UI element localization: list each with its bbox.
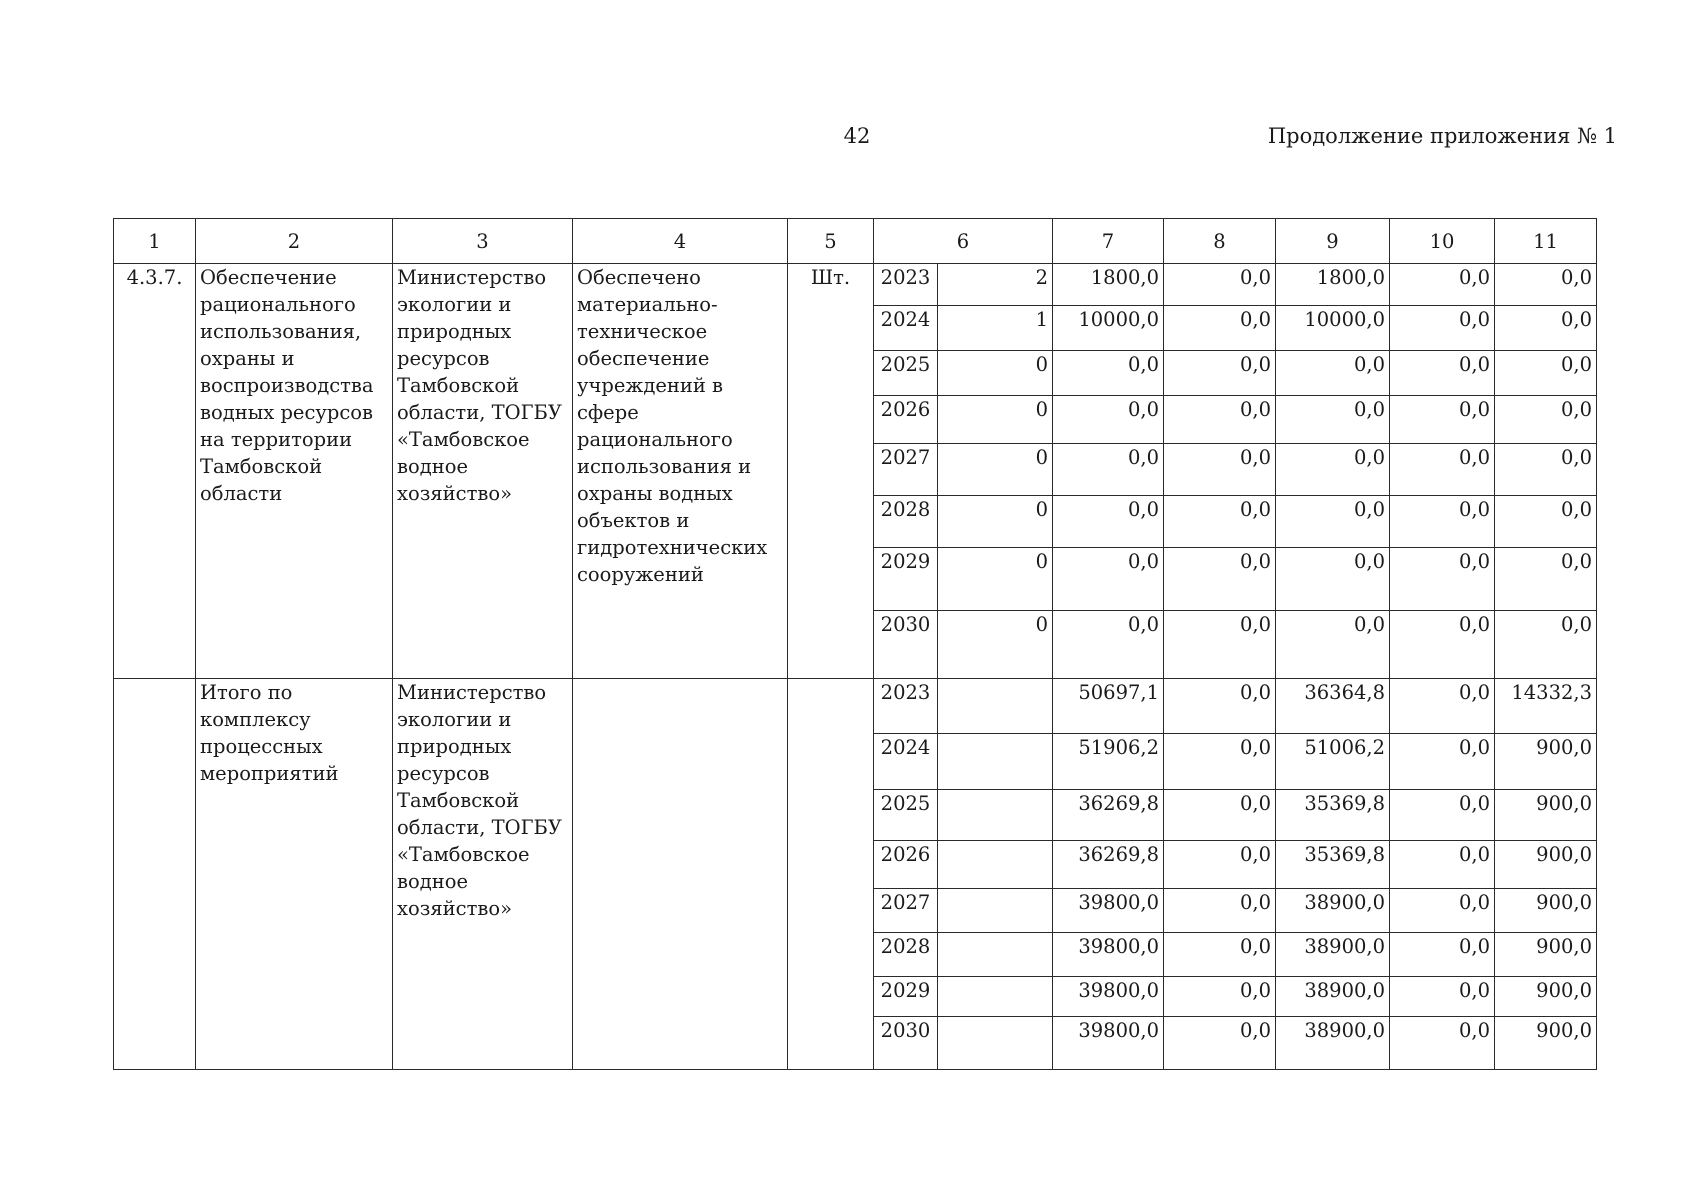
quantity-cell: 0 [938,396,1053,444]
amount-cell-c11: 900,0 [1495,1017,1597,1070]
quantity-cell [938,1017,1053,1070]
column-header: 9 [1276,219,1390,264]
quantity-cell [938,889,1053,933]
amount-cell-c9: 0,0 [1276,351,1390,396]
amount-cell-c8: 0,0 [1164,734,1276,790]
table-row [114,264,1597,306]
year-cell: 2023 [874,264,938,306]
year-cell: 2023 [874,679,938,734]
amount-cell-c7: 0,0 [1053,396,1164,444]
column-header: 8 [1164,219,1276,264]
responsible-executor: Министерство экологии и природных ресурсов Тамбовской области, ТОГБУ «Тамбовское водное хозяйство» [393,264,573,679]
amount-cell-c9: 38900,0 [1276,889,1390,933]
amount-cell-c10: 0,0 [1390,1017,1495,1070]
amount-cell-c11: 0,0 [1495,496,1597,548]
year-cell: 2029 [874,548,938,611]
amount-cell-c7: 51906,2 [1053,734,1164,790]
responsible-executor: Министерство экологии и природных ресурсов Тамбовской области, ТОГБУ «Тамбовское водное хозяйство» [393,679,573,1070]
year-cell: 2027 [874,889,938,933]
amount-cell-c8: 0,0 [1164,841,1276,889]
amount-cell-c10: 0,0 [1390,396,1495,444]
table-row [114,679,1597,734]
amount-cell-c8: 0,0 [1164,933,1276,977]
year-cell: 2027 [874,444,938,496]
column-header: 3 [393,219,573,264]
amount-cell-c11: 0,0 [1495,444,1597,496]
amount-cell-c10: 0,0 [1390,889,1495,933]
amount-cell-c7: 0,0 [1053,496,1164,548]
year-cell: 2026 [874,841,938,889]
amount-cell-c7: 36269,8 [1053,841,1164,889]
amount-cell-c10: 0,0 [1390,734,1495,790]
amount-cell-c7: 39800,0 [1053,933,1164,977]
row-code: 4.3.7. [114,264,196,679]
page-number: 42 [843,124,871,148]
amount-cell-c9: 38900,0 [1276,977,1390,1017]
amount-cell-c11: 0,0 [1495,611,1597,679]
column-header: 6 [874,219,1053,264]
amount-cell-c8: 0,0 [1164,306,1276,351]
column-header: 1 [114,219,196,264]
amount-cell-c10: 0,0 [1390,496,1495,548]
amount-cell-c11: 0,0 [1495,548,1597,611]
year-cell: 2030 [874,1017,938,1070]
amount-cell-c7: 0,0 [1053,351,1164,396]
year-cell: 2030 [874,611,938,679]
amount-cell-c7: 50697,1 [1053,679,1164,734]
quantity-cell: 1 [938,306,1053,351]
amount-cell-c11: 900,0 [1495,889,1597,933]
amount-cell-c7: 0,0 [1053,548,1164,611]
amount-cell-c9: 0,0 [1276,496,1390,548]
year-cell: 2028 [874,933,938,977]
column-header: 4 [573,219,788,264]
year-cell: 2025 [874,790,938,841]
amount-cell-c10: 0,0 [1390,790,1495,841]
amount-cell-c9: 0,0 [1276,611,1390,679]
amount-cell-c7: 39800,0 [1053,1017,1164,1070]
column-header: 5 [788,219,874,264]
amount-cell-c8: 0,0 [1164,496,1276,548]
year-cell: 2024 [874,306,938,351]
quantity-cell: 0 [938,444,1053,496]
amount-cell-c9: 35369,8 [1276,841,1390,889]
amount-cell-c11: 900,0 [1495,790,1597,841]
continuation-caption: Продолжение приложения № 1 [1267,124,1617,148]
amount-cell-c9: 38900,0 [1276,933,1390,977]
amount-cell-c8: 0,0 [1164,977,1276,1017]
year-cell: 2024 [874,734,938,790]
amount-cell-c10: 0,0 [1390,548,1495,611]
amount-cell-c10: 0,0 [1390,306,1495,351]
year-cell: 2028 [874,496,938,548]
expected-result: Обеспечено материально-техническое обеспечение учреждений в сфере рационального использования и охраны водных объектов и гидротехнических сооружений [573,264,788,679]
amount-cell-c8: 0,0 [1164,611,1276,679]
amount-cell-c9: 38900,0 [1276,1017,1390,1070]
year-cell: 2026 [874,396,938,444]
amount-cell-c10: 0,0 [1390,679,1495,734]
activity-name: Обеспечение рационального использования, охраны и воспроизводства водных ресурсов на территории Тамбовской области [196,264,393,679]
amount-cell-c11: 900,0 [1495,933,1597,977]
activity-name: Итого по комплексу процессных мероприятий [196,679,393,1070]
quantity-cell: 0 [938,611,1053,679]
amount-cell-c8: 0,0 [1164,351,1276,396]
amount-cell-c8: 0,0 [1164,790,1276,841]
amount-cell-c11: 0,0 [1495,264,1597,306]
amount-cell-c9: 0,0 [1276,396,1390,444]
amount-cell-c11: 900,0 [1495,734,1597,790]
amount-cell-c8: 0,0 [1164,889,1276,933]
amount-cell-c8: 0,0 [1164,679,1276,734]
amount-cell-c9: 35369,8 [1276,790,1390,841]
amount-cell-c7: 0,0 [1053,611,1164,679]
amount-cell-c10: 0,0 [1390,841,1495,889]
quantity-cell [938,679,1053,734]
quantity-cell: 2 [938,264,1053,306]
amount-cell-c8: 0,0 [1164,396,1276,444]
column-header: 2 [196,219,393,264]
column-header: 11 [1495,219,1597,264]
amount-cell-c7: 0,0 [1053,444,1164,496]
year-cell: 2029 [874,977,938,1017]
amount-cell-c7: 39800,0 [1053,977,1164,1017]
amount-cell-c11: 0,0 [1495,396,1597,444]
amount-cell-c9: 51006,2 [1276,734,1390,790]
quantity-cell [938,734,1053,790]
unit-of-measure: Шт. [788,264,874,679]
amount-cell-c7: 39800,0 [1053,889,1164,933]
quantity-cell: 0 [938,351,1053,396]
amount-cell-c10: 0,0 [1390,611,1495,679]
amount-cell-c11: 14332,3 [1495,679,1597,734]
amount-cell-c10: 0,0 [1390,264,1495,306]
amount-cell-c7: 36269,8 [1053,790,1164,841]
amount-cell-c7: 10000,0 [1053,306,1164,351]
amount-cell-c10: 0,0 [1390,444,1495,496]
quantity-cell [938,841,1053,889]
appendix-table [113,218,1597,1070]
column-number-row [114,219,1597,264]
column-header: 7 [1053,219,1164,264]
quantity-cell: 0 [938,548,1053,611]
amount-cell-c8: 0,0 [1164,264,1276,306]
amount-cell-c10: 0,0 [1390,977,1495,1017]
quantity-cell: 0 [938,496,1053,548]
amount-cell-c11: 0,0 [1495,306,1597,351]
amount-cell-c9: 0,0 [1276,548,1390,611]
amount-cell-c10: 0,0 [1390,933,1495,977]
unit-of-measure [788,679,874,1070]
year-cell: 2025 [874,351,938,396]
quantity-cell [938,977,1053,1017]
amount-cell-c8: 0,0 [1164,548,1276,611]
amount-cell-c8: 0,0 [1164,1017,1276,1070]
amount-cell-c9: 1800,0 [1276,264,1390,306]
amount-cell-c8: 0,0 [1164,444,1276,496]
quantity-cell [938,933,1053,977]
column-header: 10 [1390,219,1495,264]
expected-result [573,679,788,1070]
amount-cell-c9: 0,0 [1276,444,1390,496]
amount-cell-c10: 0,0 [1390,351,1495,396]
amount-cell-c11: 900,0 [1495,977,1597,1017]
amount-cell-c9: 36364,8 [1276,679,1390,734]
amount-cell-c11: 0,0 [1495,351,1597,396]
row-code [114,679,196,1070]
amount-cell-c7: 1800,0 [1053,264,1164,306]
amount-cell-c11: 900,0 [1495,841,1597,889]
amount-cell-c9: 10000,0 [1276,306,1390,351]
quantity-cell [938,790,1053,841]
